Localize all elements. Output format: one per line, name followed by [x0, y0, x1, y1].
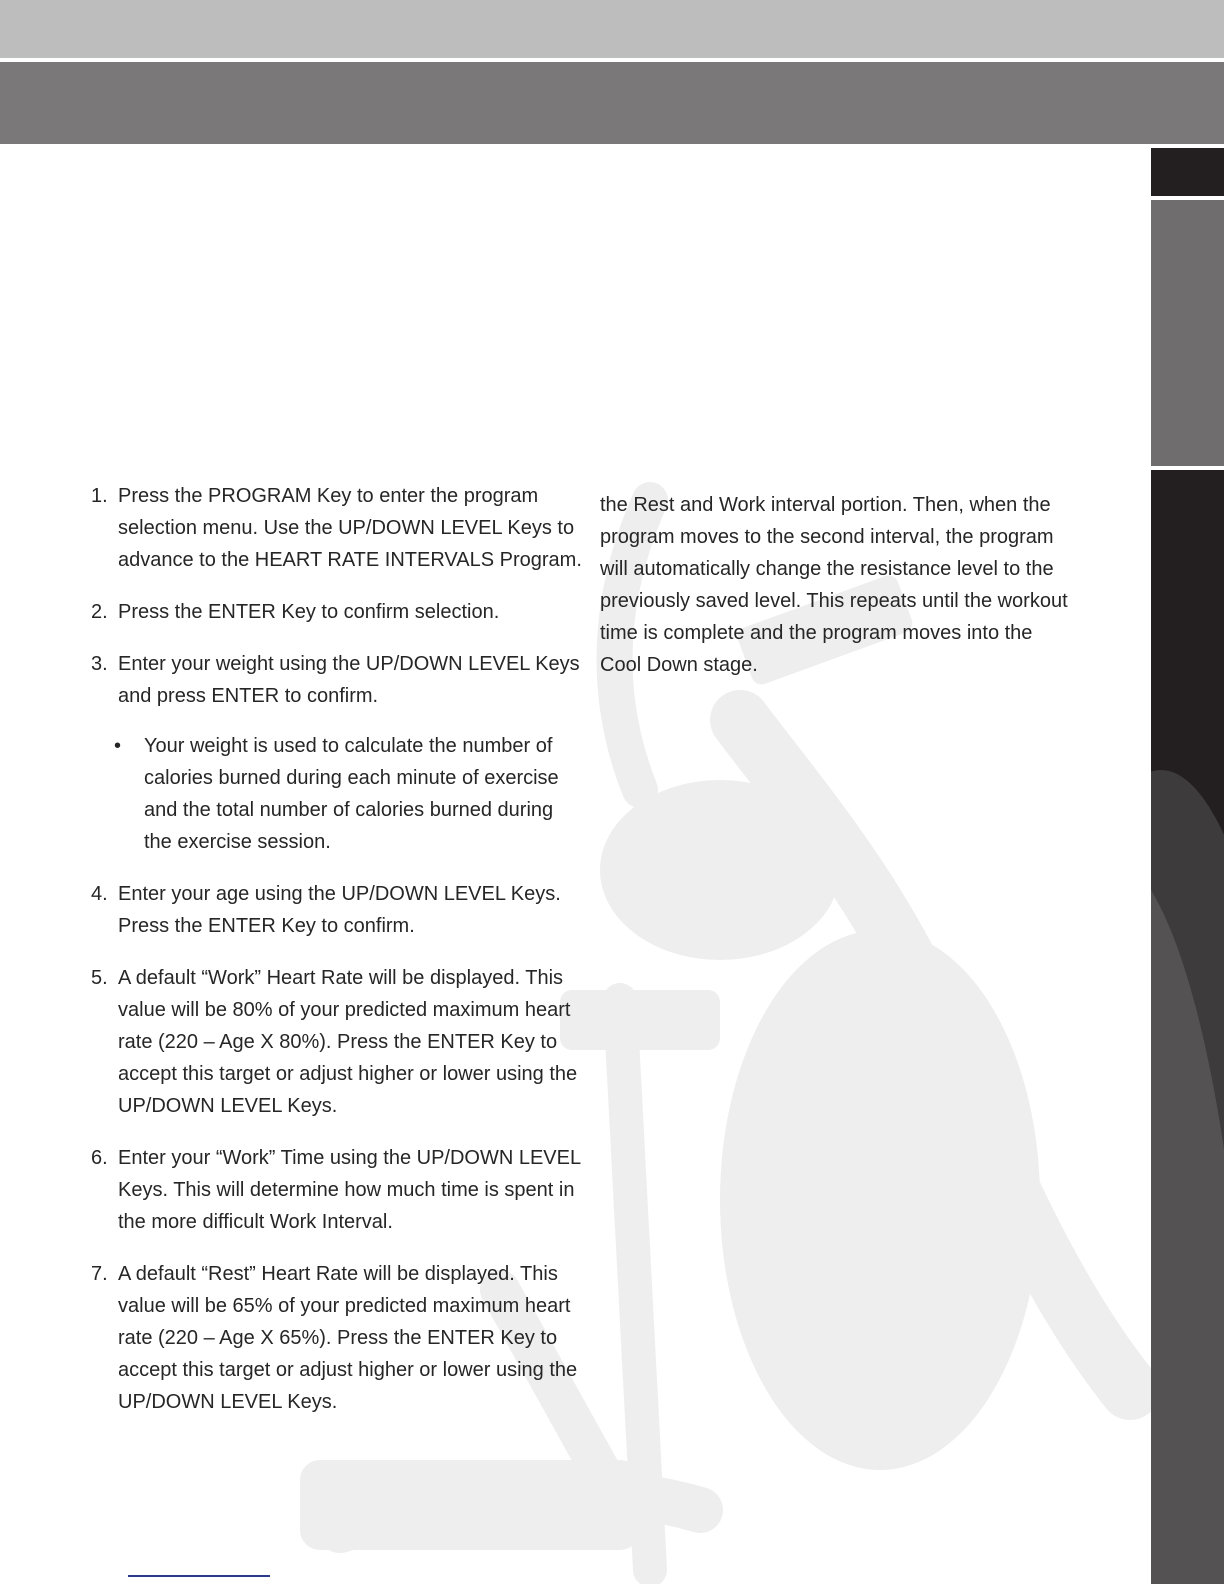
- bullet-item: [86, 730, 586, 858]
- step-item: [86, 878, 586, 942]
- step-number: 2.: [91, 601, 108, 623]
- step-number: 1.: [91, 485, 108, 507]
- section-tab-black: [1151, 148, 1224, 196]
- right-column: [600, 489, 1070, 681]
- header-band: [0, 62, 1224, 144]
- top-band: [0, 0, 1224, 58]
- step-text: Enter your age using the UP/DOWN LEVEL Keys. Press the ENTER Key to confirm.: [118, 883, 561, 937]
- step-item: [86, 1258, 586, 1418]
- section-tab-dark: [1151, 470, 1224, 1584]
- bullet-text: Your weight is used to calculate the number of calories burned during each minute of exercise and the total number of calories burned during the exercise session.: [144, 735, 559, 853]
- step-item: [86, 596, 586, 628]
- step-number: 4.: [91, 883, 108, 905]
- step-number: 7.: [91, 1263, 108, 1285]
- step-text: Press the ENTER Key to confirm selection.: [118, 601, 500, 623]
- step-item: [86, 648, 586, 712]
- step-text: A default “Work” Heart Rate will be displayed. This value will be 80% of your predicted maximum heart rate (220 – Age X 80%). Press the ENTER Key to accept this target or adjust higher or lower using the UP/DOWN LEVEL Keys.: [118, 967, 578, 1117]
- step-number: 3.: [91, 653, 108, 675]
- step-item: [86, 480, 586, 576]
- continued-paragraph: the Rest and Work interval portion. Then, when the program moves to the second interval, the program will automatically change the resistance level to the previously saved level. This repeats until the workout time is complete and the program moves into the Cool Down stage.: [600, 494, 1068, 676]
- step-item: [86, 962, 586, 1122]
- step-text: Press the PROGRAM Key to enter the program selection menu. Use the UP/DOWN LEVEL Keys to advance to the HEART RATE INTERVALS Program.: [118, 485, 582, 571]
- footer-rule: [128, 1575, 270, 1577]
- bullet-dot: •: [114, 735, 122, 757]
- step-item: [86, 1142, 586, 1238]
- step-text: A default “Rest” Heart Rate will be displayed. This value will be 65% of your predicted maximum heart rate (220 – Age X 65%). Press the ENTER Key to accept this target or adjust higher or lower using the UP/DOWN LEVEL Keys.: [118, 1263, 578, 1413]
- step-text: Enter your weight using the UP/DOWN LEVEL Keys and press ENTER to confirm.: [118, 653, 580, 707]
- step-text: Enter your “Work” Time using the UP/DOWN LEVEL Keys. This will determine how much time is spent in the more difficult Work Interval.: [118, 1147, 581, 1233]
- step-number: 6.: [91, 1147, 108, 1169]
- left-column: [86, 480, 586, 1438]
- section-tab-grey: [1151, 200, 1224, 466]
- step-number: 5.: [91, 967, 108, 989]
